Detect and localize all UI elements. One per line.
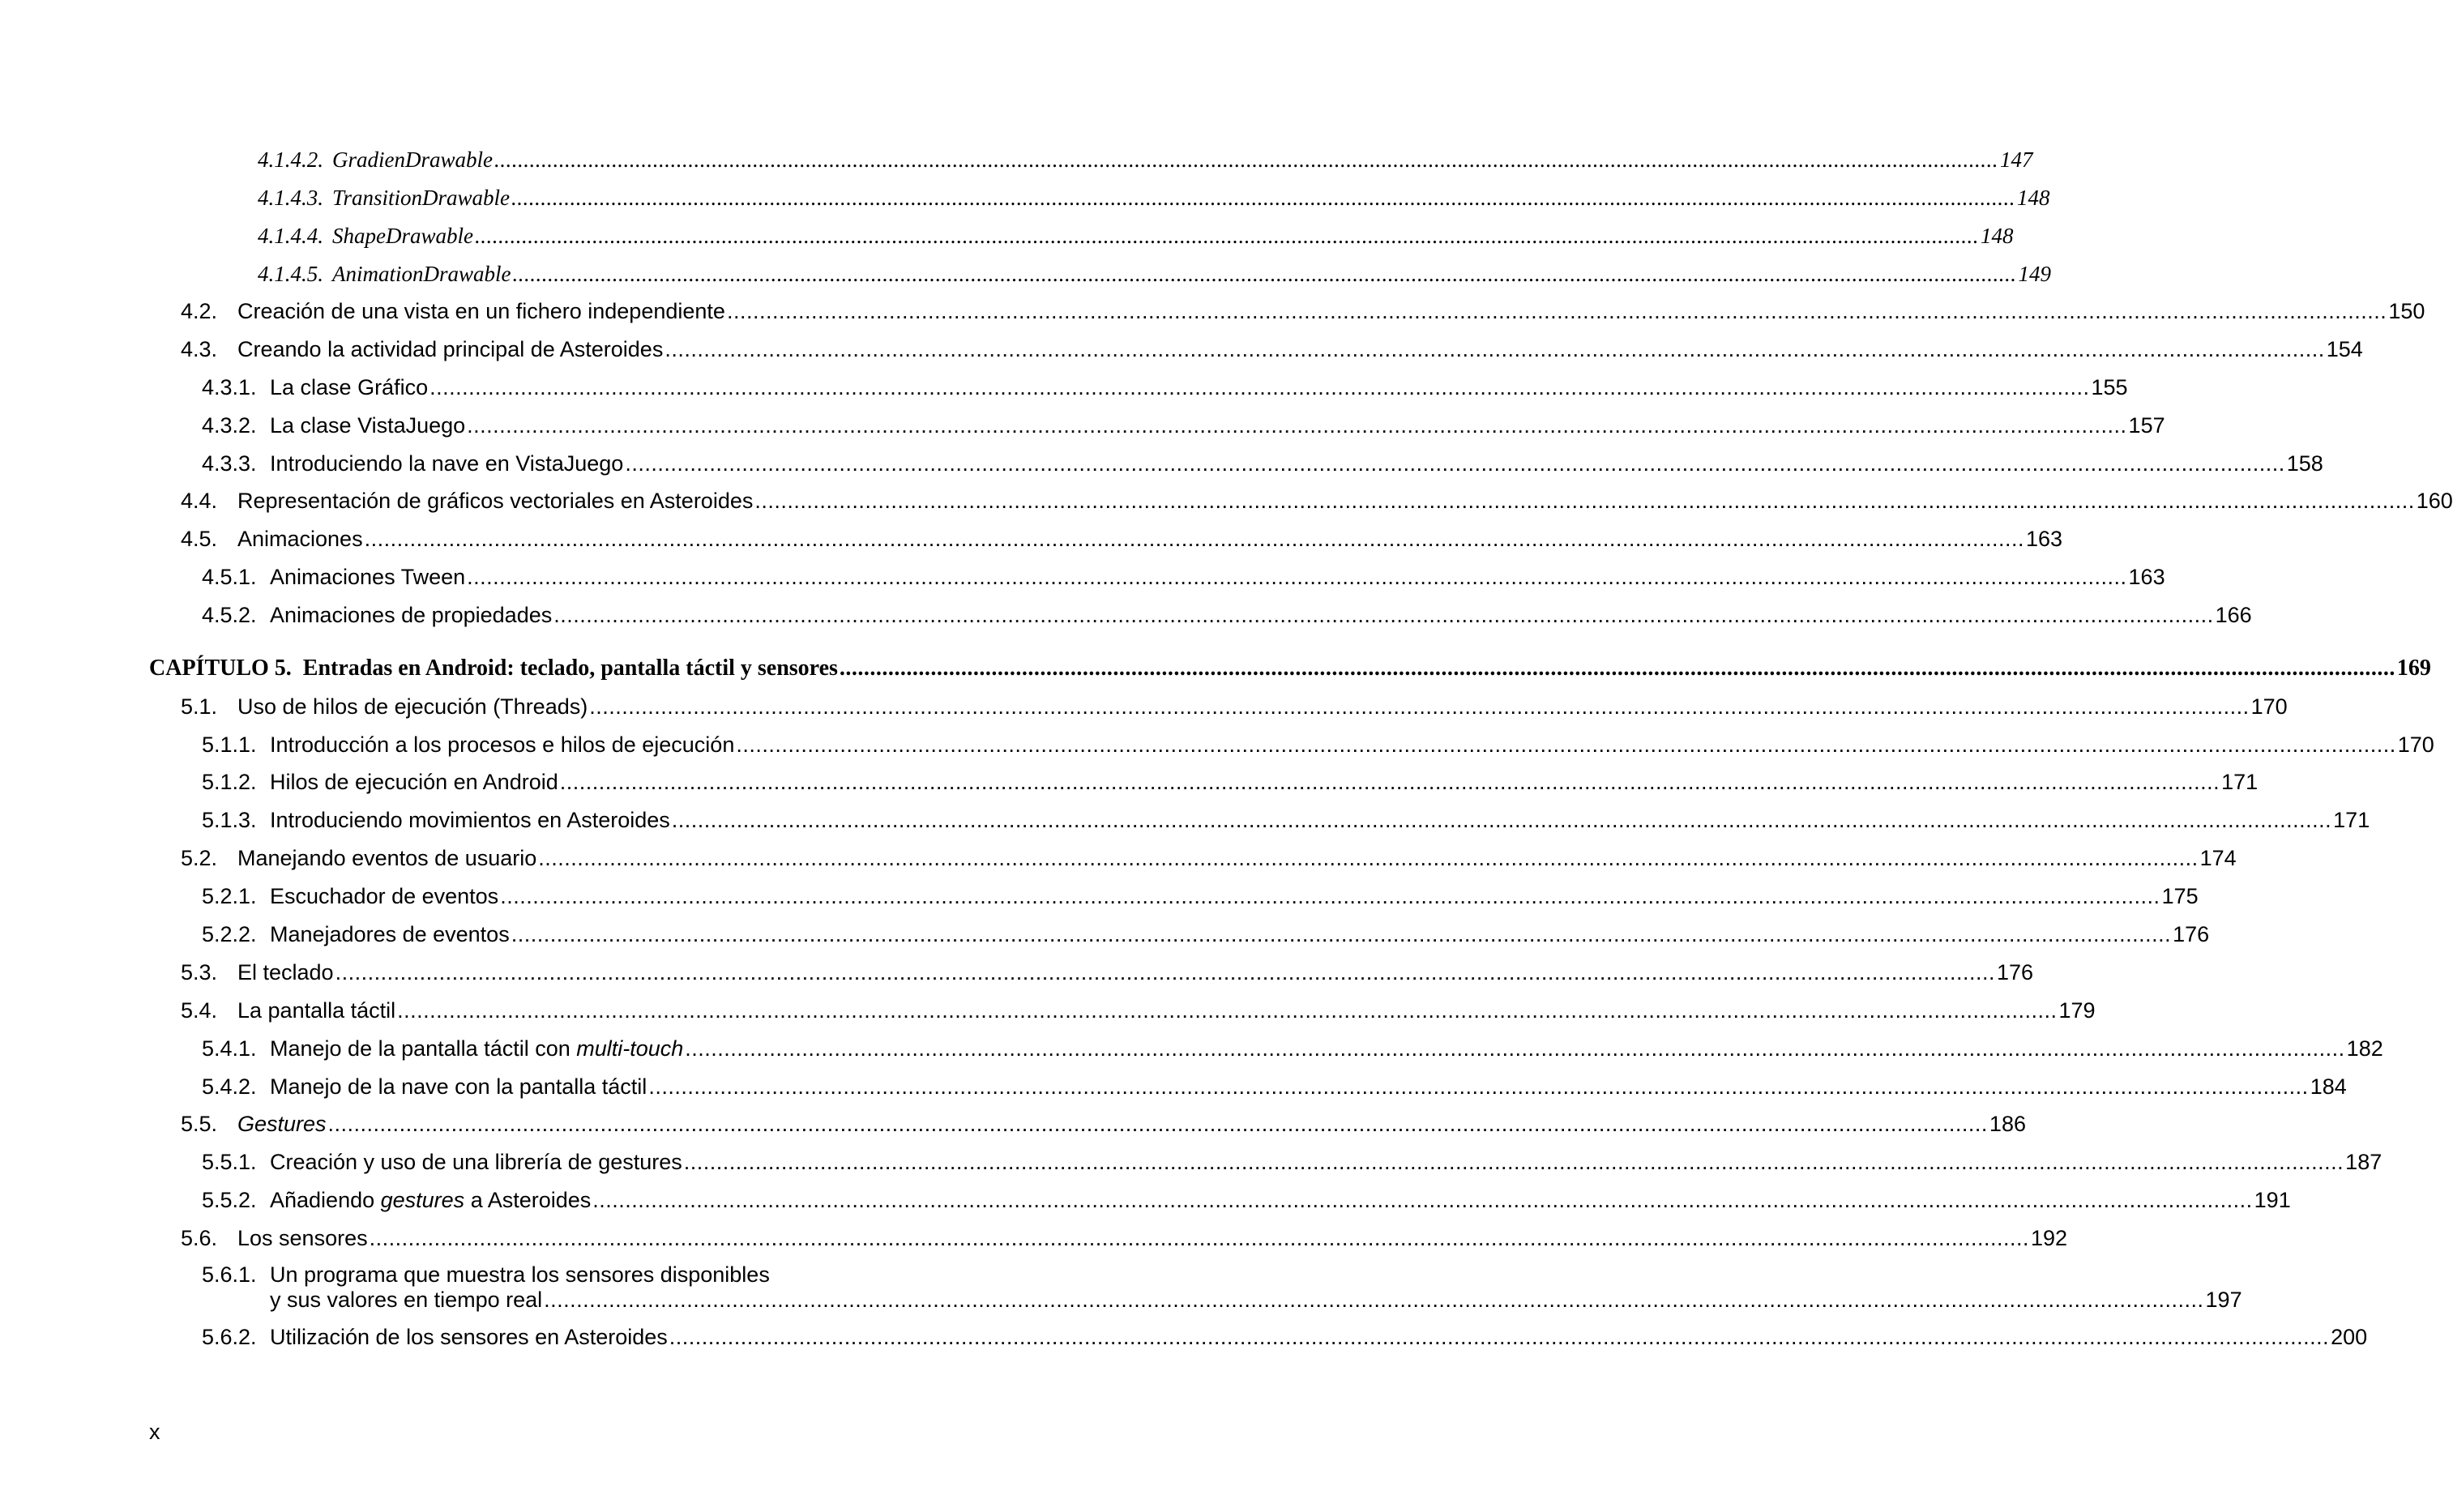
toc-entry-page: 175 — [2161, 884, 2199, 908]
toc-entry — [202, 1074, 2347, 1100]
toc-entry-number: 5.2.2. — [202, 922, 257, 946]
dot-leader — [538, 846, 2198, 871]
toc-entry-number: 4.2. — [181, 299, 218, 323]
dot-leader — [511, 922, 2171, 947]
toc-entry-page: 157 — [2128, 413, 2165, 438]
dot-leader — [625, 451, 2284, 476]
toc-entry-title: Animaciones Tween — [270, 565, 466, 589]
toc-entry-title-text: a Asteroides — [464, 1188, 592, 1212]
toc-entry-number: 5.6. — [181, 1226, 218, 1250]
toc-entry-number: 5.4.1. — [202, 1036, 257, 1061]
toc-entry-title — [270, 1036, 683, 1061]
toc-entry-title: GradienDrawable — [332, 147, 493, 172]
toc-entry-title: La clase VistaJuego — [270, 413, 466, 438]
toc-entry-title: Manejadores de eventos — [270, 922, 510, 946]
toc-entry — [181, 846, 2237, 871]
toc-entry-number: 4.5.1. — [202, 565, 257, 589]
toc-entry-title: Creando la actividad principal de Asteroides — [237, 337, 664, 361]
toc-entry — [202, 603, 2252, 628]
toc-entry-number: 4.4. — [181, 489, 218, 513]
toc-entry — [181, 1112, 2026, 1137]
toc-entry-page: 154 — [2326, 337, 2363, 361]
dot-leader — [684, 1150, 2344, 1175]
dot-leader — [429, 375, 2089, 400]
toc-entry — [202, 1325, 2368, 1350]
toc-entry-title: Introducción a los procesos e hilos de ejecución — [270, 733, 735, 757]
toc-entry-title: AnimationDrawable — [332, 262, 511, 286]
toc-entry-number: 4.3.1. — [202, 375, 257, 399]
toc-entry — [202, 375, 2128, 400]
toc-entry-page: 186 — [1989, 1112, 2026, 1136]
toc-entry-number: 5.6.2. — [202, 1325, 257, 1349]
toc-entry — [202, 413, 2165, 438]
toc-entry-title-italic: gestures — [380, 1188, 465, 1212]
dot-leader — [467, 413, 2126, 438]
toc-entry — [202, 565, 2165, 590]
toc-entry — [181, 1226, 2068, 1251]
toc-entry-page: 200 — [2331, 1325, 2368, 1349]
toc-entry-page: 166 — [2215, 603, 2252, 627]
page-number: x — [149, 1420, 160, 1444]
toc-entry-title: Hilos de ejecución en Android — [270, 770, 558, 794]
toc-entry-title — [270, 1188, 591, 1213]
toc-entry-page: 184 — [2310, 1074, 2347, 1099]
dot-leader — [589, 694, 2249, 720]
toc-entry-number: 4.1.4.2. — [258, 147, 323, 172]
toc-entry-number: 4.5. — [181, 527, 218, 551]
dot-leader — [544, 1288, 2203, 1313]
dot-leader — [335, 960, 1995, 985]
toc-entry-number: 5.3. — [181, 960, 218, 985]
toc-entry — [181, 694, 2288, 720]
chapter-number: CAPÍTULO 5. — [149, 656, 292, 681]
dot-leader — [665, 337, 2324, 362]
toc-entry-number: 4.1.4.4. — [258, 224, 323, 248]
toc-entry-number: 4.5.2. — [202, 603, 257, 627]
dot-leader — [727, 299, 2387, 324]
toc-entry-page: 171 — [2333, 808, 2370, 832]
toc-entry-title: Animaciones de propiedades — [270, 603, 553, 627]
toc-entry-page: 150 — [2388, 299, 2425, 323]
toc-entry-page: 192 — [2030, 1226, 2068, 1250]
toc-entry — [258, 262, 2051, 287]
toc-entry-number: 4.1.4.5. — [258, 262, 323, 286]
toc-entry-title: Manejando eventos de usuario — [237, 846, 537, 870]
toc-entry-page: 170 — [2397, 733, 2434, 757]
dot-leader — [513, 262, 2017, 287]
toc-entry-title: Gestures — [237, 1112, 327, 1136]
toc-entry-title: Utilización de los sensores en Asteroides — [270, 1325, 668, 1349]
toc-entry-page: 147 — [2000, 147, 2033, 172]
toc-entry — [181, 527, 2063, 552]
dot-leader — [553, 603, 2213, 628]
toc-entry-page: 155 — [2091, 375, 2128, 399]
dot-leader — [328, 1112, 1988, 1137]
toc-entry-page: 160 — [2416, 489, 2453, 513]
toc-entry-number: 5.1.2. — [202, 770, 257, 794]
toc-entry — [202, 808, 2370, 833]
toc-entry-number: 4.3.2. — [202, 413, 257, 438]
toc-entry-title: Introduciendo la nave en VistaJuego — [270, 451, 624, 476]
toc-entry — [202, 1036, 2383, 1061]
toc-entry-number: 4.3.3. — [202, 451, 257, 476]
toc-entry-title: Los sensores — [237, 1226, 368, 1250]
dot-leader — [685, 1036, 2344, 1061]
toc-entry-multiline — [202, 1262, 951, 1288]
toc-entry — [181, 960, 2034, 985]
dot-leader — [754, 489, 2414, 514]
toc-entry — [258, 147, 2033, 173]
toc-entry — [202, 884, 2199, 909]
toc-entry-number: 5.5.2. — [202, 1188, 257, 1212]
dot-leader — [840, 656, 2395, 681]
dot-leader — [560, 770, 2220, 795]
toc-entry-title: TransitionDrawable — [332, 186, 511, 210]
toc-entry — [181, 337, 2363, 362]
toc-entry-page: 191 — [2254, 1188, 2291, 1212]
chapter-page: 169 — [2396, 656, 2431, 681]
toc-entry-title: Introduciendo movimientos en Asteroides — [270, 808, 670, 832]
toc-entry-page: 174 — [2199, 846, 2237, 870]
toc-entry-number: 5.4.2. — [202, 1074, 257, 1099]
toc-entry-number: 5.2. — [181, 846, 218, 870]
dot-leader — [494, 147, 1998, 173]
toc-entry-continuation — [270, 1288, 2242, 1313]
toc-entry-page: 163 — [2025, 527, 2063, 551]
toc-entry-title: ShapeDrawable — [332, 224, 473, 248]
toc-entry-page: 158 — [2286, 451, 2323, 476]
toc-entry-page: 187 — [2345, 1150, 2382, 1174]
toc-entry-page: 163 — [2128, 565, 2165, 589]
toc-entry-title-italic: multi-touch — [576, 1036, 684, 1061]
toc-entry-page: 176 — [2173, 922, 2210, 946]
toc-entry — [202, 922, 2210, 947]
toc-entry-number: 5.2.1. — [202, 884, 257, 908]
toc-entry-number: 5.5.1. — [202, 1150, 257, 1174]
toc-entry-page: 170 — [2250, 694, 2288, 719]
toc-entry-title: Creación y uso de una librería de gestures — [270, 1150, 682, 1174]
chapter-heading — [149, 656, 2431, 681]
toc-entry — [202, 770, 2259, 795]
dot-leader — [370, 1226, 2029, 1251]
toc-entry-page: 179 — [2058, 998, 2096, 1023]
toc-entry-title-text: Añadiendo — [270, 1188, 381, 1212]
toc-entry-title: La clase Gráfico — [270, 375, 429, 399]
toc-entry-page: 171 — [2221, 770, 2259, 794]
toc-entry-number: 5.1.3. — [202, 808, 257, 832]
toc-entry — [202, 1188, 2291, 1213]
dot-leader — [672, 808, 2331, 833]
chapter-title: Entradas en Android: teclado, pantalla táctil y sensores — [302, 656, 838, 681]
dot-leader — [475, 224, 1979, 249]
toc-entry-page: 176 — [1996, 960, 2034, 985]
dot-leader — [467, 565, 2126, 590]
toc-entry-number: 5.1. — [181, 694, 218, 719]
toc-entry-number: 5.6.1. — [202, 1262, 257, 1287]
toc-entry-title-text: Manejo de la pantalla táctil con — [270, 1036, 577, 1061]
toc-entry — [181, 489, 2453, 514]
toc-entry-number: 5.1.1. — [202, 733, 257, 757]
toc-entry-title: Uso de hilos de ejecución (Threads) — [237, 694, 588, 719]
toc-entry-title: La pantalla táctil — [237, 998, 396, 1023]
toc-entry-number: 5.5. — [181, 1112, 218, 1136]
toc-entry-page: 197 — [2205, 1288, 2242, 1312]
dot-leader — [397, 998, 2057, 1023]
toc-entry-title: Representación de gráficos vectoriales en Asteroides — [237, 489, 754, 513]
dot-leader — [511, 186, 2015, 211]
toc-entry-number: 5.4. — [181, 998, 218, 1023]
toc-entry-title: Manejo de la nave con la pantalla táctil — [270, 1074, 647, 1099]
toc-entry-page: 149 — [2018, 262, 2051, 286]
toc-entry — [202, 1150, 2382, 1175]
toc-entry — [258, 186, 2050, 211]
toc-entry — [202, 733, 2434, 758]
dot-leader — [669, 1325, 2329, 1350]
toc-entry — [181, 998, 2096, 1023]
toc-entry — [258, 224, 2014, 249]
toc-entry — [181, 299, 2425, 324]
toc-entry-title-line1: Un programa que muestra los sensores disponibles — [270, 1262, 770, 1287]
toc-entry-number: 4.3. — [181, 337, 218, 361]
toc-entry — [202, 451, 2323, 476]
toc-entry-title: Escuchador de eventos — [270, 884, 499, 908]
dot-leader — [648, 1074, 2308, 1100]
toc-entry-number: 4.1.4.3. — [258, 186, 323, 210]
toc-entry-title: El teclado — [237, 960, 334, 985]
toc-entry-title: Animaciones — [237, 527, 363, 551]
dot-leader — [736, 733, 2395, 758]
toc-entry-title: Creación de una vista en un fichero independiente — [237, 299, 725, 323]
toc-entry-title-line2: y sus valores en tiempo real — [270, 1288, 543, 1312]
dot-leader — [592, 1188, 2252, 1213]
dot-leader — [500, 884, 2160, 909]
dot-leader — [365, 527, 2024, 552]
toc-entry-page: 148 — [2017, 186, 2050, 210]
toc-entry-page: 182 — [2346, 1036, 2383, 1061]
toc-entry-page: 148 — [1980, 224, 2014, 248]
